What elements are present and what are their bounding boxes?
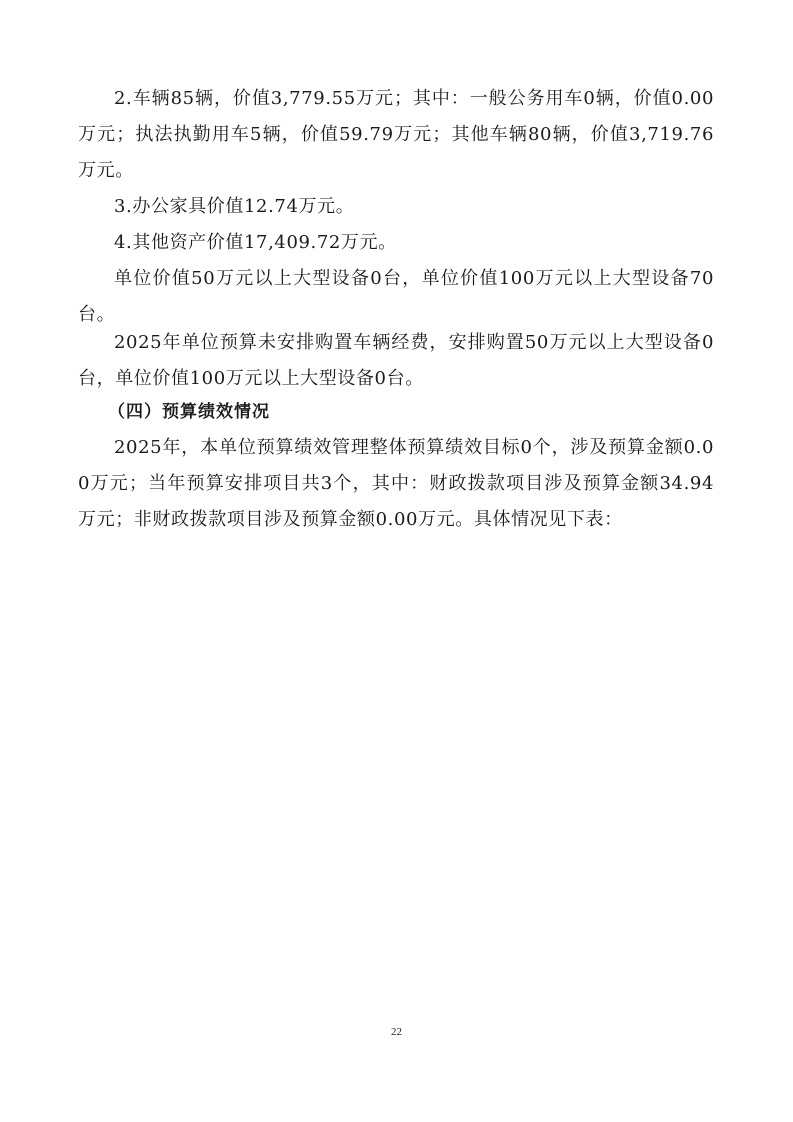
paragraph-other-assets: 4.其他资产价值17,409.72万元。	[114, 232, 397, 253]
paragraph-purchase-plan: 2025年单位预算未安排购置车辆经费，安排购置50万元以上大型设备0台，单位价值100万元以上大型设备0台。	[78, 332, 714, 389]
paragraph-vehicles: 2.车辆85辆，价值3,779.55万元；其中：一般公务用车0辆，价值0.00万元；执法执勤用车5辆，价值59.79万元；其他车辆80辆，价值3,719.76万元。	[78, 88, 714, 181]
paragraph-large-equipment: 单位价值50万元以上大型设备0台，单位价值100万元以上大型设备70台。	[78, 268, 714, 325]
page-number: 22	[391, 1026, 402, 1038]
section-heading: （四）预算绩效情况	[108, 402, 270, 422]
paragraph-office-furniture: 3.办公家具价值12.74万元。	[114, 196, 355, 217]
paragraph-performance: 2025年，本单位预算绩效管理整体预算绩效目标0个，涉及预算金额0.00万元；当年预算安排项目共3个，其中：财政拨款项目涉及预算金额34.94万元；非财政拨款项目涉及预算金额0.00万元。具体情况见下表：	[78, 437, 714, 530]
